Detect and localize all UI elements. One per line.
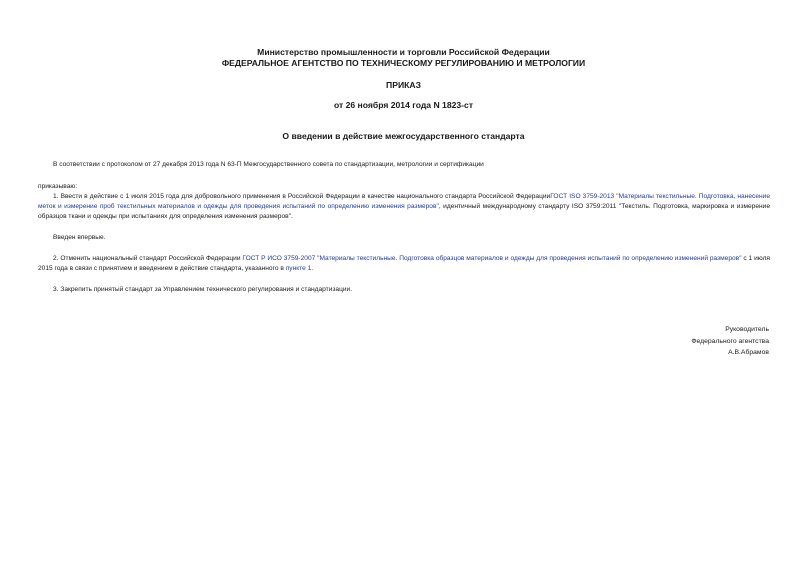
ministry-name: Министерство промышленности и торговли Российской Федерации [257,47,550,57]
agency-name: ФЕДЕРАЛЬНОЕ АГЕНТСТВО ПО ТЕХНИЧЕСКОМУ РЕГУЛИРОВАНИЮ И МЕТРОЛОГИИ [221,58,586,68]
clause-2-text-end: . [311,265,314,272]
clause-2-text: 2. Отменить национальный стандарт Российской Федерации [53,255,243,262]
signature-name: А.В.Абрамов [728,349,769,356]
order-subject: О введении в действие межгосударственного стандарта [282,131,525,141]
clause-1-paragraph [38,192,770,222]
order-verb: приказываю: [38,183,78,190]
clause-1-reference-link[interactable]: пункте 1 [285,265,312,272]
signature-org: Федерального агентства [691,337,769,345]
introduced-first-note: Введен впервые. [53,234,106,241]
clause-2-paragraph [38,254,770,274]
signature-role: Руководитель [725,326,769,333]
clause-1-text-end: , идентичный международному стандарту ISO 3759:2011 "Текстиль. Подготовка, маркировка и измерение образцов ткани и одежды при испытаниях для определения изменения размеров". [38,203,770,220]
gost-iso-3759-2013-link[interactable]: ГОСТ ISO 3759-2013 "Материалы текстильные. Подготовка, нанесение меток и измерение проб текстильных материалов и одежды для проведения испытаний по определению изменения размеров" [38,193,770,210]
signature-block [691,324,769,359]
clause-1-text: 1. Ввести в действие с 1 июля 2015 года для добровольного применения в Российской Федерации в качестве национального стандарта Российской Федерации [53,193,551,200]
preamble-paragraph: В соответствии с протоколом от 27 декабря 2013 года N 63-П Межгосударственного совета по стандартизации, метрологии и сертификации [53,161,484,168]
order-date-number: от 26 ноября 2014 года N 1823-ст [333,100,474,110]
order-title: ПРИКАЗ [386,80,421,90]
clause-3-paragraph: 3. Закрепить принятый стандарт за Управлением технического регулирования и стандартизации. [53,286,353,293]
gost-r-iso-3759-2007-link[interactable]: ГОСТ Р ИСО 3759-2007 "Материалы текстильные. Подготовка образцов материалов и одежды для проведения испытаний по определению изменений размеров" [242,255,742,262]
document-header [0,47,807,69]
clause-2-text-middle: с 1 июля 2015 года в связи с принятием и введением в действие стандарта, указанного в [38,255,770,272]
